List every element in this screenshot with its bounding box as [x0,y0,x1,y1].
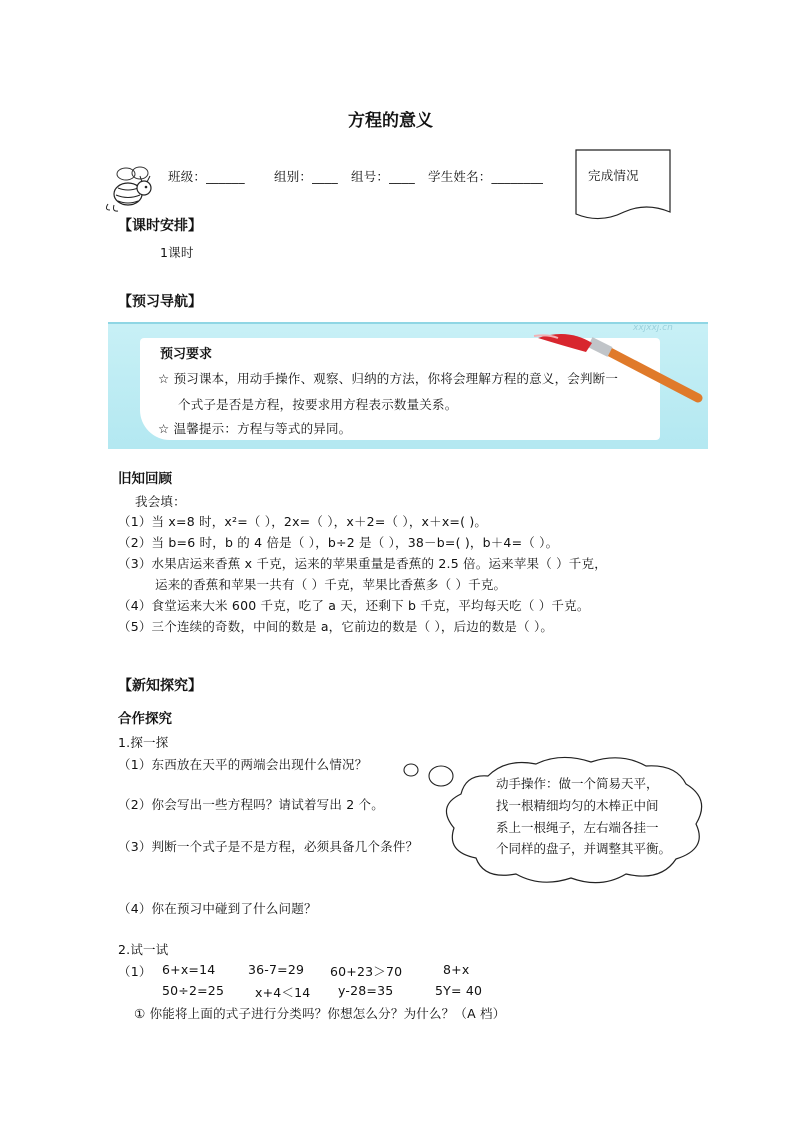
equation-4: 8+x [443,962,470,977]
review-heading: 旧知回顾 [118,471,172,487]
row-1-label: （1） [118,964,152,979]
cloud-line-1: 动手操作：做一个简易天平， [496,776,659,791]
cloud-line-4: 个同样的盘子，并调整其平衡。 [496,841,672,856]
equation-7: y-28=35 [338,983,394,998]
bee-icon [100,164,160,216]
review-line-1: （1）当 x=8 时，x²=（ ），2x=（ ），x＋2=（ ），x＋x=( )。 [118,514,488,529]
paintbrush-icon [528,328,708,403]
cloud-line-3: 系上一根绳子，左右端各挂一 [496,820,659,835]
completion-label: 完成情况 [588,168,639,183]
banner-item-1-line-2: 个式子是否是方程，按要求用方程表示数量关系。 [178,397,458,412]
question-1: （1）东西放在天平的两端会出现什么情况？ [118,757,368,772]
schedule-value: 1课时 [160,245,194,260]
preview-heading: 【预习导航】 [118,294,202,310]
banner-heading: 预习要求 [160,347,213,362]
question-3: （3）判断一个式子是不是方程，必须具备几个条件？ [118,839,419,854]
student-name-label: 学生姓名：________ [428,169,544,184]
group-number-label: 组号：____ [351,169,415,184]
schedule-heading: 【课时安排】 [118,218,202,234]
class-label: 班级：______ [168,169,245,184]
explore-heading: 【新知探究】 [118,678,202,694]
cooperate-heading: 合作探究 [118,711,172,727]
cloud-line-2: 找一根精细均匀的木棒正中间 [496,798,659,813]
completion-box [572,146,674,226]
review-line-5: （4）食堂运来大米 600 千克，吃了 a 天，还剩下 b 千克，平均每天吃（ ）千克。 [118,598,590,613]
equation-5: 50÷2=25 [162,983,225,998]
equation-1: 6+x=14 [162,962,216,977]
question-2: （2）你会写出一些方程吗？请试着写出 2 个。 [118,797,384,812]
question-4: （4）你在预习中碰到了什么问题？ [118,901,317,916]
review-line-6: （5）三个连续的奇数，中间的数是 a，它前边的数是（ ），后边的数是（ ）。 [118,619,554,634]
review-intro: 我会填： [135,494,186,509]
equation-8: 5Y= 40 [435,983,483,998]
banner-item-1-line-1: ☆ 预习课本，用动手操作、观察、归纳的方法，你将会理解方程的意义，会判断一 [158,371,619,386]
banner-item-2: ☆ 温馨提示：方程与等式的异同。 [158,421,352,436]
part-2-label: 2.试一试 [118,942,169,957]
sub-question-1: ① 你能将上面的式子进行分类吗？你想怎么分？为什么？（A 档） [134,1006,506,1021]
page-title: 方程的意义 [348,111,433,131]
review-line-2: （2）当 b=6 时，b 的 4 倍是（ ），b÷2 是（ ），38－b=( )，b＋4=（ ）。 [118,535,559,550]
equation-6: x+4＜14 [255,985,311,1000]
banner-watermark: xxjxxj.cn [633,323,673,333]
group-label: 组别：____ [274,169,338,184]
equation-2: 36-7=29 [248,962,305,977]
equation-3: 60+23＞70 [330,964,403,979]
review-line-3: （3）水果店运来香蕉 x 千克，运来的苹果重量是香蕉的 2.5 倍。运来苹果（ ）千克， [118,556,607,571]
part-1-label: 1.探一探 [118,735,169,750]
review-line-4: 运来的香蕉和苹果一共有（ ）千克，苹果比香蕉多（ ）千克。 [155,577,507,592]
